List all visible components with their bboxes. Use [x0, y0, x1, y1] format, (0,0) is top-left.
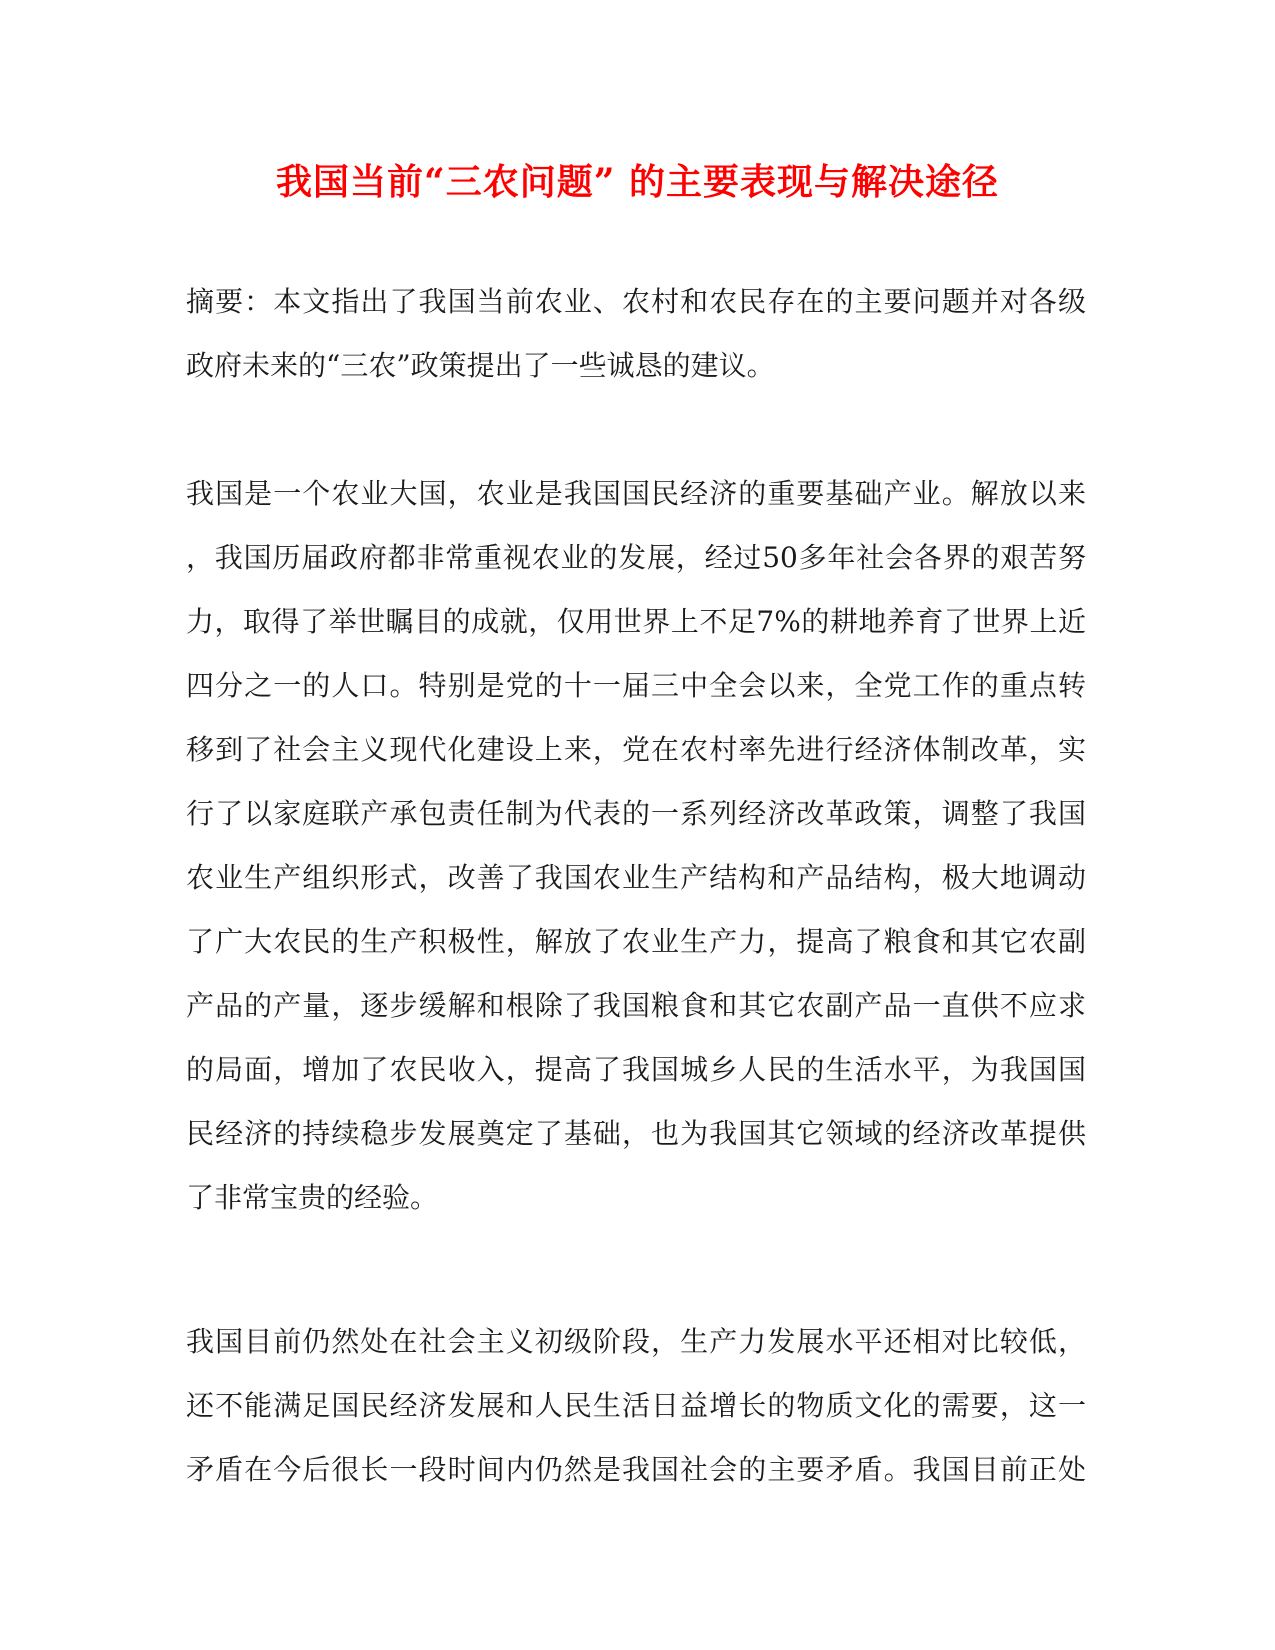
paragraph-line: 农业生产组织形式，改善了我国农业生产结构和产品结构，极大地调动	[186, 861, 1086, 894]
paragraph-line: 产品的产量，逐步缓解和根除了我国粮食和其它农副产品一直供不应求	[186, 989, 1086, 1022]
paragraph-line: 行了以家庭联产承包责任制为代表的一系列经济改革政策，调整了我国	[186, 797, 1086, 830]
paragraph-line: 了广大农民的生产积极性，解放了农业生产力，提高了粮食和其它农副	[186, 925, 1086, 958]
paragraph-line: 我国目前仍然处在社会主义初级阶段，生产力发展水平还相对比较低，	[186, 1325, 1086, 1358]
abstract-line: 摘要：本文指出了我国当前农业、农村和农民存在的主要问题并对各级	[186, 285, 1086, 318]
abstract-section	[186, 270, 1086, 398]
paragraph-line: 了非常宝贵的经验。	[186, 1181, 439, 1214]
paragraph-line: 力，取得了举世瞩目的成就，仅用世界上不足7%的耕地养育了世界上近	[186, 605, 1086, 638]
document-title: 我国当前“三农问题” 的主要表现与解决途径	[276, 161, 999, 203]
paragraph-1	[186, 462, 1086, 1230]
paragraph-line: 民经济的持续稳步发展奠定了基础，也为我国其它领域的经济改革提供	[186, 1117, 1086, 1150]
paragraph-line: 四分之一的人口。特别是党的十一届三中全会以来，全党工作的重点转	[186, 669, 1086, 702]
paragraph-line: 我国是一个农业大国，农业是我国国民经济的重要基础产业。解放以来	[186, 477, 1086, 510]
abstract-line: 政府未来的“三农”政策提出了一些诚恳的建议。	[186, 349, 775, 382]
paragraph-2	[186, 1310, 1086, 1502]
paragraph-line: ，我国历届政府都非常重视农业的发展，经过50多年社会各界的艰苦努	[186, 541, 1086, 574]
paragraph-line: 还不能满足国民经济发展和人民生活日益增长的物质文化的需要，这一	[186, 1389, 1086, 1422]
paragraph-line: 矛盾在今后很长一段时间内仍然是我国社会的主要矛盾。我国目前正处	[186, 1453, 1086, 1486]
paragraph-line: 的局面，增加了农民收入，提高了我国城乡人民的生活水平，为我国国	[186, 1053, 1086, 1086]
paragraph-line: 移到了社会主义现代化建设上来，党在农村率先进行经济体制改革，实	[186, 733, 1086, 766]
